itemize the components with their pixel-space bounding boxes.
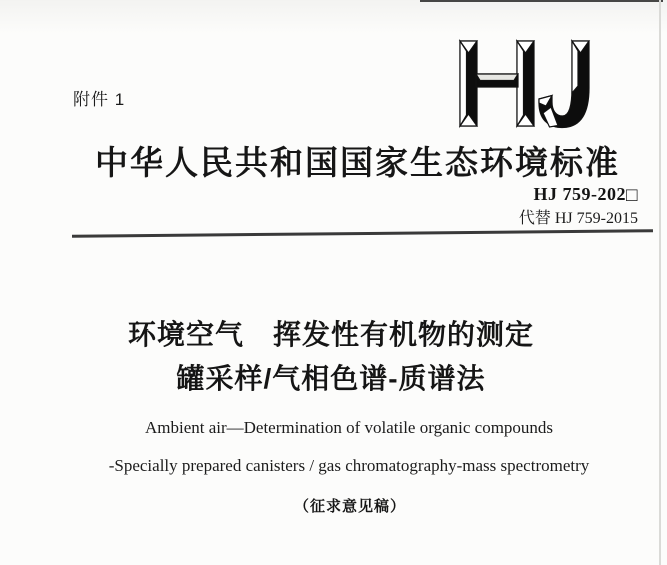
replaces-note: 代替 HJ 759-2015 xyxy=(518,209,638,227)
title-english-line1: Ambient air—Determination of volatile organic compounds xyxy=(144,418,554,437)
hj-logo-graphic xyxy=(452,36,614,130)
draft-for-comments-note: （征求意见稿） xyxy=(293,498,406,515)
year-placeholder-box: □ xyxy=(626,185,638,206)
title-english-line2: -Specially prepared canisters / gas chromatography-mass spectrometry xyxy=(108,456,590,475)
standard-number xyxy=(519,183,638,206)
scan-artifact-page-edge xyxy=(659,0,661,565)
attachment-label: 附件 1 xyxy=(73,90,126,109)
scan-artifact-top-line xyxy=(420,0,663,2)
standard-number-text: HJ 759-202 xyxy=(533,184,627,204)
title-chinese-line1: 环境空气 挥发性有机物的测定 xyxy=(127,319,534,350)
national-standard-heading: 中华人民共和国国家生态环境标准 xyxy=(95,146,620,182)
standard-number-block xyxy=(519,183,638,229)
hj-logo xyxy=(452,36,614,130)
header-divider-rule xyxy=(72,229,653,238)
title-chinese-line2: 罐采样/气相色谱-质谱法 xyxy=(176,363,486,394)
